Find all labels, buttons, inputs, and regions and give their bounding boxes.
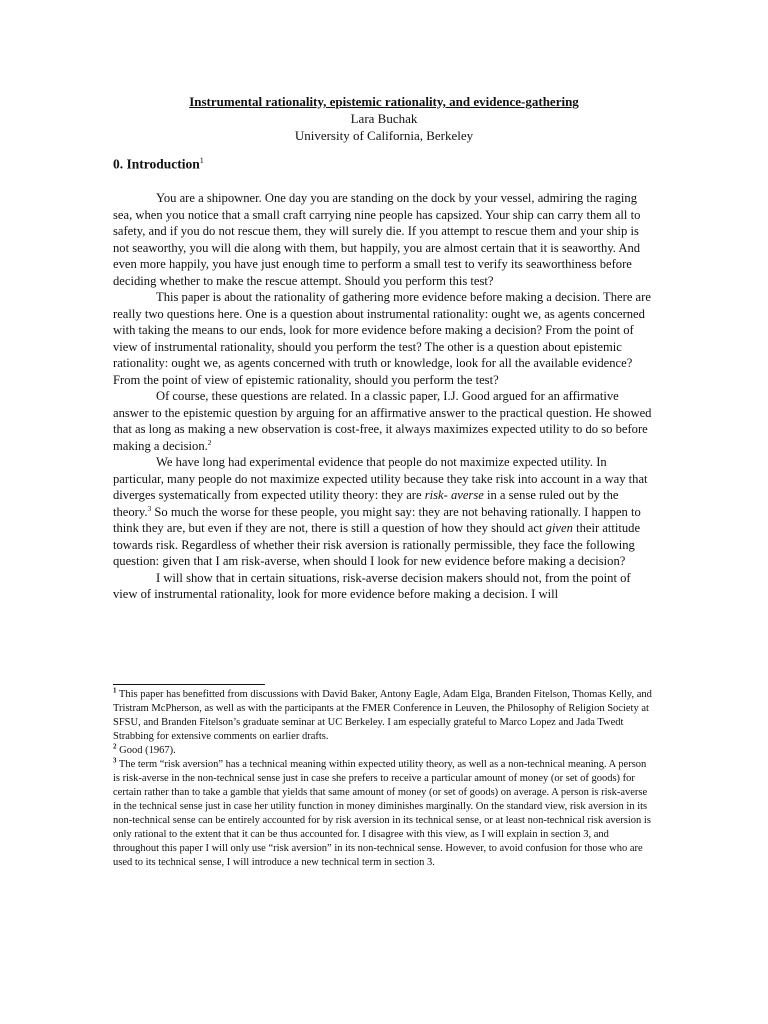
paragraph-3-text: Of course, these questions are related. In a classic paper, I.J. Good argued for an affirmative answer to the epistemic question by arguing for an affirmative answer to the practical question. He showed that as long as making a new observation is cost-free, it always maximizes expected utility to do so before making a decision.: [113, 389, 652, 453]
footnotes: [113, 688, 655, 870]
footnote-1-mark: 1: [113, 686, 117, 695]
paragraph-4-text-a: We have long had experimental evidence that people do not maximize expected utility. In particular, many people do not maximize expected utility because they take risk into account in a way that diverges systematically from expected utility theory: they are: [113, 455, 648, 502]
paragraph-1: You are a shipowner. One day you are standing on the dock by your vessel, admiring the raging sea, when you notice that a small craft carrying nine people has capsized. Your ship can carry them all to safety, and if you do not rescue them, they will surely die. If you attempt to rescue them and your ship is not seaworthy, you will die along with them, but happily, you are almost certain that it is seaworthy. And even more happily, you have just enough time to perform a small test to verify its seaworthiness before deciding whether to make the rescue attempt. Should you perform this test?: [113, 191, 641, 288]
paper-header: [0, 93, 768, 144]
body-text: [113, 190, 655, 603]
paragraph-4-text-d: their attitude towards risk. Regardless of whether their risk aversion is rationally permissible, they face the following question: given that I am risk-averse, when should I look for new evidence before making a decision?: [113, 521, 641, 568]
footnote-2-mark: 2: [113, 742, 117, 751]
paragraph-2: This paper is about the rationality of gathering more evidence before making a decision. There are really two questions here. One is a question about instrumental rationality: ought we, as agents concerned with taking the means to our ends, look for more evidence before making a decision? From the point of view of instrumental rationality, should you perform the test? The other is a question about epistemic rationality: ought we, as agents concerned with truth or knowledge, look for all the available evidence? From the point of view of epistemic rationality, should you perform the test?: [113, 290, 651, 387]
paper-title: Instrumental rationality, epistemic rationality, and evidence-gathering: [189, 94, 579, 109]
paragraph-4-text-c: So much the worse for these people, you might say: they are not behaving rationally. I happen to think they are, but even if they are not, there is still a question of how they should act: [113, 504, 641, 535]
author-name: Lara Buchak: [350, 111, 418, 126]
footnote-3: [113, 758, 655, 870]
footnote-3-mark: 3: [113, 756, 117, 765]
footnote-3-text: The term “risk aversion” has a technical meaning within expected utility theory, as well as a non-technical meaning. A person is risk-averse in the non-technical sense just in case she prefers to receive a particular amount of money (or set of goods) for certain rather than to take a gamble that yields that same amount of money (or set of goods) on average. A person is risk-averse in the technical sense just in case her utility function in money diminishes marginally. On the standard view, risk aversion in its non-technical sense can be entirely accounted for by risk aversion in its technical sense, or at least non-technical risk aversion is only rational to the extent that it can be thus accounted for. I disagree with this view, as I will explain in section 3, and throughout this paper I will only use “risk aversion” in its non-technical sense. However, to avoid confusion for those who are used to its technical sense, I will introduce a new technical term in section 3.: [113, 759, 651, 868]
paragraph-4: [113, 454, 655, 570]
footnote-ref-2: 2: [207, 437, 212, 447]
footnote-1-text: This paper has benefitted from discussions with David Baker, Antony Eagle, Adam Elga, Branden Fitelson, Thomas Kelly, and Tristram McPherson, as well as with the participants at the FMER Conference in Leuven, the Philosophy of Religion Society at SFSU, and Branden Fitelson’s graduate seminar at UC Berkeley. I am especially grateful to Marco Lopez and Jada Twedt Strabbing for extensive comments on earlier drafts.: [113, 689, 652, 742]
footnote-1: [113, 688, 655, 744]
footnote-ref-1: 1: [199, 156, 204, 165]
section-heading-text: 0. Introduction: [113, 156, 200, 172]
paragraph-5: I will show that in certain situations, risk-averse decision makers should not, from the point of view of instrumental rationality, look for more evidence before making a decision. I will: [113, 570, 631, 601]
footnote-2: [113, 744, 655, 758]
emphasis-given: given: [545, 521, 573, 535]
paragraph-3: [113, 388, 655, 454]
footnote-ref-3: 3: [147, 503, 152, 513]
footnote-divider: [113, 684, 265, 685]
section-heading: [113, 156, 204, 173]
footnote-2-text: Good (1967).: [116, 745, 176, 756]
author-affiliation: University of California, Berkeley: [294, 128, 474, 143]
emphasis-risk-averse: risk- averse: [424, 488, 484, 502]
paragraph-4-text-b: in a sense ruled out by the theory.: [113, 488, 619, 519]
